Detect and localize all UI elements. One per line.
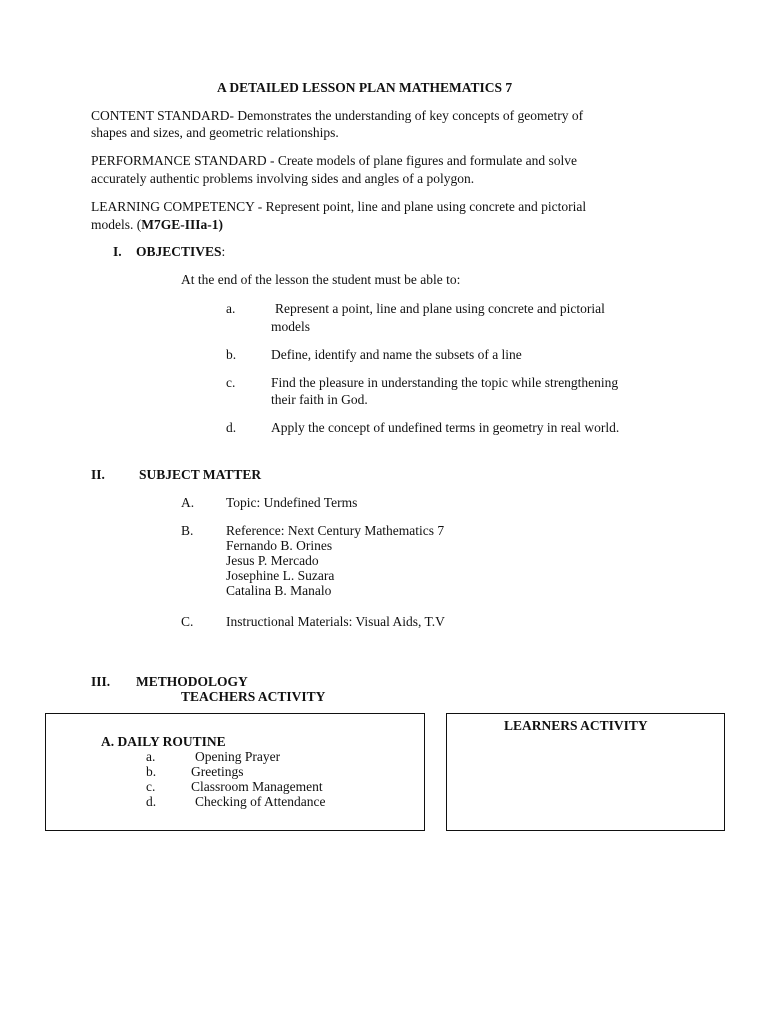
teachers-activity-heading: TEACHERS ACTIVITY bbox=[181, 689, 326, 704]
objective-letter-b: b. bbox=[226, 347, 237, 362]
methodology-heading: METHODOLOGY bbox=[136, 674, 248, 689]
daily-routine-heading: A. DAILY ROUTINE bbox=[101, 734, 226, 749]
routine-item: Greetings bbox=[191, 764, 244, 779]
objectives-numeral: I. bbox=[113, 244, 122, 259]
materials-letter: C. bbox=[181, 614, 194, 629]
reference-author: Catalina B. Manalo bbox=[226, 583, 332, 598]
materials-text: Instructional Materials: Visual Aids, T.V bbox=[226, 614, 445, 629]
routine-letter: c. bbox=[146, 779, 156, 794]
document-title: A DETAILED LESSON PLAN MATHEMATICS 7 bbox=[217, 80, 513, 95]
objective-c-line-2: their faith in God. bbox=[271, 392, 368, 407]
objective-letter-a: a. bbox=[226, 301, 236, 316]
reference-letter: B. bbox=[181, 523, 194, 538]
content-standard-line-2: shapes and sizes, and geometric relationships. bbox=[91, 125, 339, 140]
objective-b-line-1: Define, identify and name the subsets of a line bbox=[271, 347, 522, 362]
objective-a-line-2: models bbox=[271, 319, 310, 334]
learning-competency-prefix: models. ( bbox=[91, 217, 142, 232]
reference-author: Fernando B. Orines bbox=[226, 538, 333, 553]
objective-d-line-1: Apply the concept of undefined terms in geometry in real world. bbox=[271, 420, 620, 435]
learning-competency-line-2 bbox=[91, 216, 223, 233]
routine-item: Classroom Management bbox=[191, 779, 323, 794]
objective-a-line-1: Represent a point, line and plane using concrete and pictorial bbox=[275, 301, 605, 316]
routine-item: Opening Prayer bbox=[195, 749, 281, 764]
reference-text: Reference: Next Century Mathematics 7 bbox=[226, 523, 445, 538]
reference-author: Josephine L. Suzara bbox=[226, 568, 335, 583]
objectives-heading-colon: : bbox=[221, 244, 226, 259]
objectives-heading bbox=[136, 243, 225, 260]
methodology-numeral: III. bbox=[91, 674, 111, 689]
routine-item: Checking of Attendance bbox=[195, 794, 326, 809]
subject-matter-heading: SUBJECT MATTER bbox=[139, 467, 262, 482]
objective-letter-c: c. bbox=[226, 375, 236, 390]
topic-letter: A. bbox=[181, 495, 195, 510]
objective-letter-d: d. bbox=[226, 420, 237, 435]
performance-standard-line-2: accurately authentic problems involving sides and angles of a polygon. bbox=[91, 171, 475, 186]
content-standard-line-1: CONTENT STANDARD- Demonstrates the understanding of key concepts of geometry of bbox=[91, 108, 584, 123]
routine-letter: a. bbox=[146, 749, 156, 764]
objectives-heading-text: OBJECTIVES bbox=[136, 244, 222, 259]
subject-matter-numeral: II. bbox=[91, 467, 105, 482]
objective-c-line-1: Find the pleasure in understanding the topic while strengthening bbox=[271, 375, 619, 390]
routine-letter: d. bbox=[146, 794, 157, 809]
topic-text: Topic: Undefined Terms bbox=[226, 495, 358, 510]
performance-standard-line-1: PERFORMANCE STANDARD - Create models of plane figures and formulate and solve bbox=[91, 153, 577, 168]
competency-code: M7GE-IIIa-1) bbox=[141, 217, 223, 232]
learning-competency-line-1: LEARNING COMPETENCY - Represent point, line and plane using concrete and pictorial bbox=[91, 199, 587, 214]
objectives-intro: At the end of the lesson the student must be able to: bbox=[181, 272, 461, 287]
reference-author: Jesus P. Mercado bbox=[226, 553, 319, 568]
routine-letter: b. bbox=[146, 764, 157, 779]
learners-activity-heading: LEARNERS ACTIVITY bbox=[504, 718, 648, 733]
